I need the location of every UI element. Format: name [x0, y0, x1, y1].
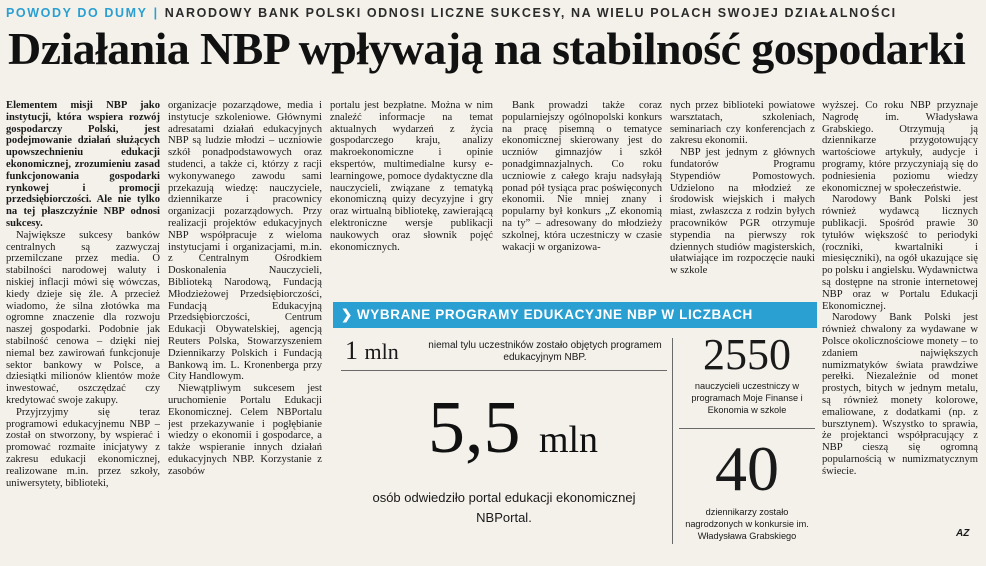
topic-label: NARODOWY BANK POLSKI ODNOSI LICZNE SUKCESY, NA WIELU POLACH SWOJEJ DZIAŁALNOŚCI	[164, 6, 897, 20]
article-headline: Działania NBP wpływają na stabilność gospodarki	[8, 23, 966, 74]
stat-desc: nauczycieli uczestniczy w programach Moje Finanse i Ekonomia w szkole	[691, 381, 803, 415]
paragraph: Niewątpliwym sukcesem jest uruchomienie Portalu Edukacji Ekonomicznej. Celem NBPortalu jest przekazywanie i pogłębianie wiedzy o ekonomii i gospodarce, a także wspieranie innych działań edukacyjnych NBP. Korzystanie z zasobów	[168, 383, 322, 477]
lead-paragraph: Elementem misji NBP jako instytucji, która wspiera rozwój gospodarczy Polski, jest podejmowanie działań służących upowszechnieniu edukacji ekonomicznej, zrozumieniu zasad funkcjonowania gospodarki rynkowej i promocji przedsiębiorczości. Ale nie tylko na tej płaszczyźnie NBP odnosi sukcesy.	[6, 100, 160, 229]
section-label: POWODY DO DUMY	[6, 6, 148, 20]
paragraph: Narodowy Bank Polski jest również chwalony za wydawane w Polsce okolicznościowe monety – to zdaniem największych numizmatyków świata prawdziwe perełki. Niezależnie od monet prostych, bitych w jednym metalu, są również monety kolorowe, emaliowane, z dodatkami (np. z bursztynem). Wszystko to sprawia, że projektanci współpracujący z NBP cieszą się ogromną popularnością w numizmatycznym świecie.	[822, 312, 978, 477]
paragraph: Bank prowadzi także coraz popularniejszy ogólnopolski konkurs na pracę pisemną o tematyce ekonomicznej skierowany jest do uczniów gimnazjów i szkół ponadgimnazjalnych. Co roku uczniowie z całego kraju nadsyłają ponad pół tysiąca prac poświęconych ekonomii. Nie mniej znany i popularny był konkurs „Z ekonomią na ty” – adresowany do młodzieży szkolnej, która uczestniczy w czasie wakacji w organizowa-	[502, 100, 662, 253]
paragraph: Największe sukcesy banków centralnych są zazwyczaj przemilczane przez media. O stabilności narodowej waluty i niskiej inflacji mówi się wówczas, kiedy dzieje się źle. A przecież wiadomo, że silna złotówka ma ogromne znaczenie dla rozwoju naszej gospodarki. Podobnie jak stabilność cenowa – dzięki niej niemal bez zawirowań funkcjonuje sektor bankowy w Polsce, a dziesiątki milionów klientów może inwestować, oszczędzać czy kredytować swoje zakupy.	[6, 229, 160, 406]
stat-portal-visitors-desc: osób odwiedziło portal edukacji ekonomicznej NBPortal.	[372, 490, 636, 525]
chevron-right-icon: ❯	[341, 307, 353, 322]
paragraph: portalu jest bezpłatne. Można w nim znaleźć informacje na temat aktualnych wydarzeń z życia gospodarczego kraju, analizy makroekonomiczne i opinie ekspertów, multimedialne kursy e-learningowe, pomoce dydaktyczne dla nauczycieli, związane z tematyką ekonomiczną quizy decyzyjne i gry oraz wirtualną bibliotekę, zawierającą elektroniczne wersje publikacji naukowych oraz słownik pojęć ekonomicznych.	[330, 100, 493, 253]
kicker-separator: |	[153, 6, 159, 20]
stats-box-title-text: WYBRANE PROGRAMY EDUKACYJNE NBP W LICZBACH	[356, 307, 753, 322]
stat-participants-desc: niemal tylu uczestników zostało objętych programem edukacyjnym NBP.	[428, 340, 662, 363]
stat-value: 40	[715, 433, 779, 504]
paragraph: Przyjrzyjmy się teraz programowi edukacyjnemu NBP – został on stworzony, by wspierać i promować rozmaite inicjatywy z zakresu edukacji ekonomicznej, realizowane m.in. przez szkoły, uniwersytety, biblioteki,	[6, 406, 160, 489]
stat-value: 5,5	[427, 387, 521, 469]
column-2	[168, 100, 322, 552]
stat-participants	[345, 336, 399, 367]
stat-desc: dziennikarzy zostało nagrodzonych w konkursie im. Władysława Grabskiego	[685, 507, 809, 541]
column-4	[502, 100, 662, 286]
column-6	[822, 100, 978, 552]
stats-box	[333, 302, 817, 550]
stat-unit: mln	[364, 339, 399, 364]
stat-teachers	[679, 330, 815, 416]
author-signature: AZ	[956, 528, 970, 539]
column-3	[330, 100, 493, 286]
paragraph: organizacje pozarządowe, media i instytucje szkoleniowe. Głównymi adresatami działań edukacyjnych NBP są ludzie młodzi – uczniowie szkół ponadpodstawowych oraz studenci, a także ci, którzy z racji wykonywanego zawodu sami przekazują wiedzę: nauczyciele, dziennikarze i pracownicy organizacji pozarządowych. Przy realizacji projektów edukacyjnych NBP współpracuje z wieloma instytucjami i organizacjami, m.in. z Centralnym Ośrodkiem Doskonalenia Nauczycieli, Biblioteką Narodową, Fundacją Młodzieżowej Przedsiębiorczości, Fundacją Edukacyjną Przedsiębiorczości, Centrum Edukacji Obywatelskiej, agencją Reuters Polska, Stowarzyszeniem Dziennikarzy Polskich i Fundacją Bankową im. L. Kronenberga przy City Handlowym.	[168, 100, 322, 383]
stat-journalists	[679, 432, 815, 542]
divider	[672, 338, 673, 544]
paragraph: NBP jest jednym z głównych fundatorów Programu Stypendiów Pomostowych. Udzielono na młodzież ze środowisk wiejskich i małych miast, zwłaszcza z rodzin byłych pracowników PGR otrzymuje stypendia na pierwszy rok dziennych studiów magisterskich, ułatwiające im rozpoczęcie nauki w szkole	[670, 147, 815, 277]
stats-box-title	[333, 302, 817, 328]
paragraph: wyższej. Co roku NBP przyznaje Nagrodę im. Władysława Grabskiego. Otrzymują ją dziennikarze przygotowujący wartościowe artykuły, audycje i programy, które przyczyniają się do podniesienia poziomu wiedzy ekonomicznej w społeczeństwie.	[822, 100, 978, 194]
stat-unit: mln	[538, 419, 599, 461]
stat-value: 2550	[703, 330, 791, 379]
divider	[341, 370, 667, 371]
column-5	[670, 100, 815, 286]
divider	[679, 428, 815, 429]
column-1	[6, 100, 160, 552]
paragraph: nych przez biblioteki powiatowe warsztatach, szkoleniach, seminariach czy konferencjach z zakresu ekonomii.	[670, 100, 815, 147]
stat-value: 1	[345, 336, 358, 365]
stat-portal-visitors	[373, 386, 653, 482]
paragraph: Narodowy Bank Polski jest również wydawcą licznych publikacji. Spośród prawie 30 tytułów większość to periodyki (roczniki, kwartalniki i miesięczniki), na ogół ukazujące się po polsku i angielsku. Wydawnictwa są dostępne na stronie internetowej NBP oraz w Portalu Edukacji Ekonomicznej.	[822, 194, 978, 312]
